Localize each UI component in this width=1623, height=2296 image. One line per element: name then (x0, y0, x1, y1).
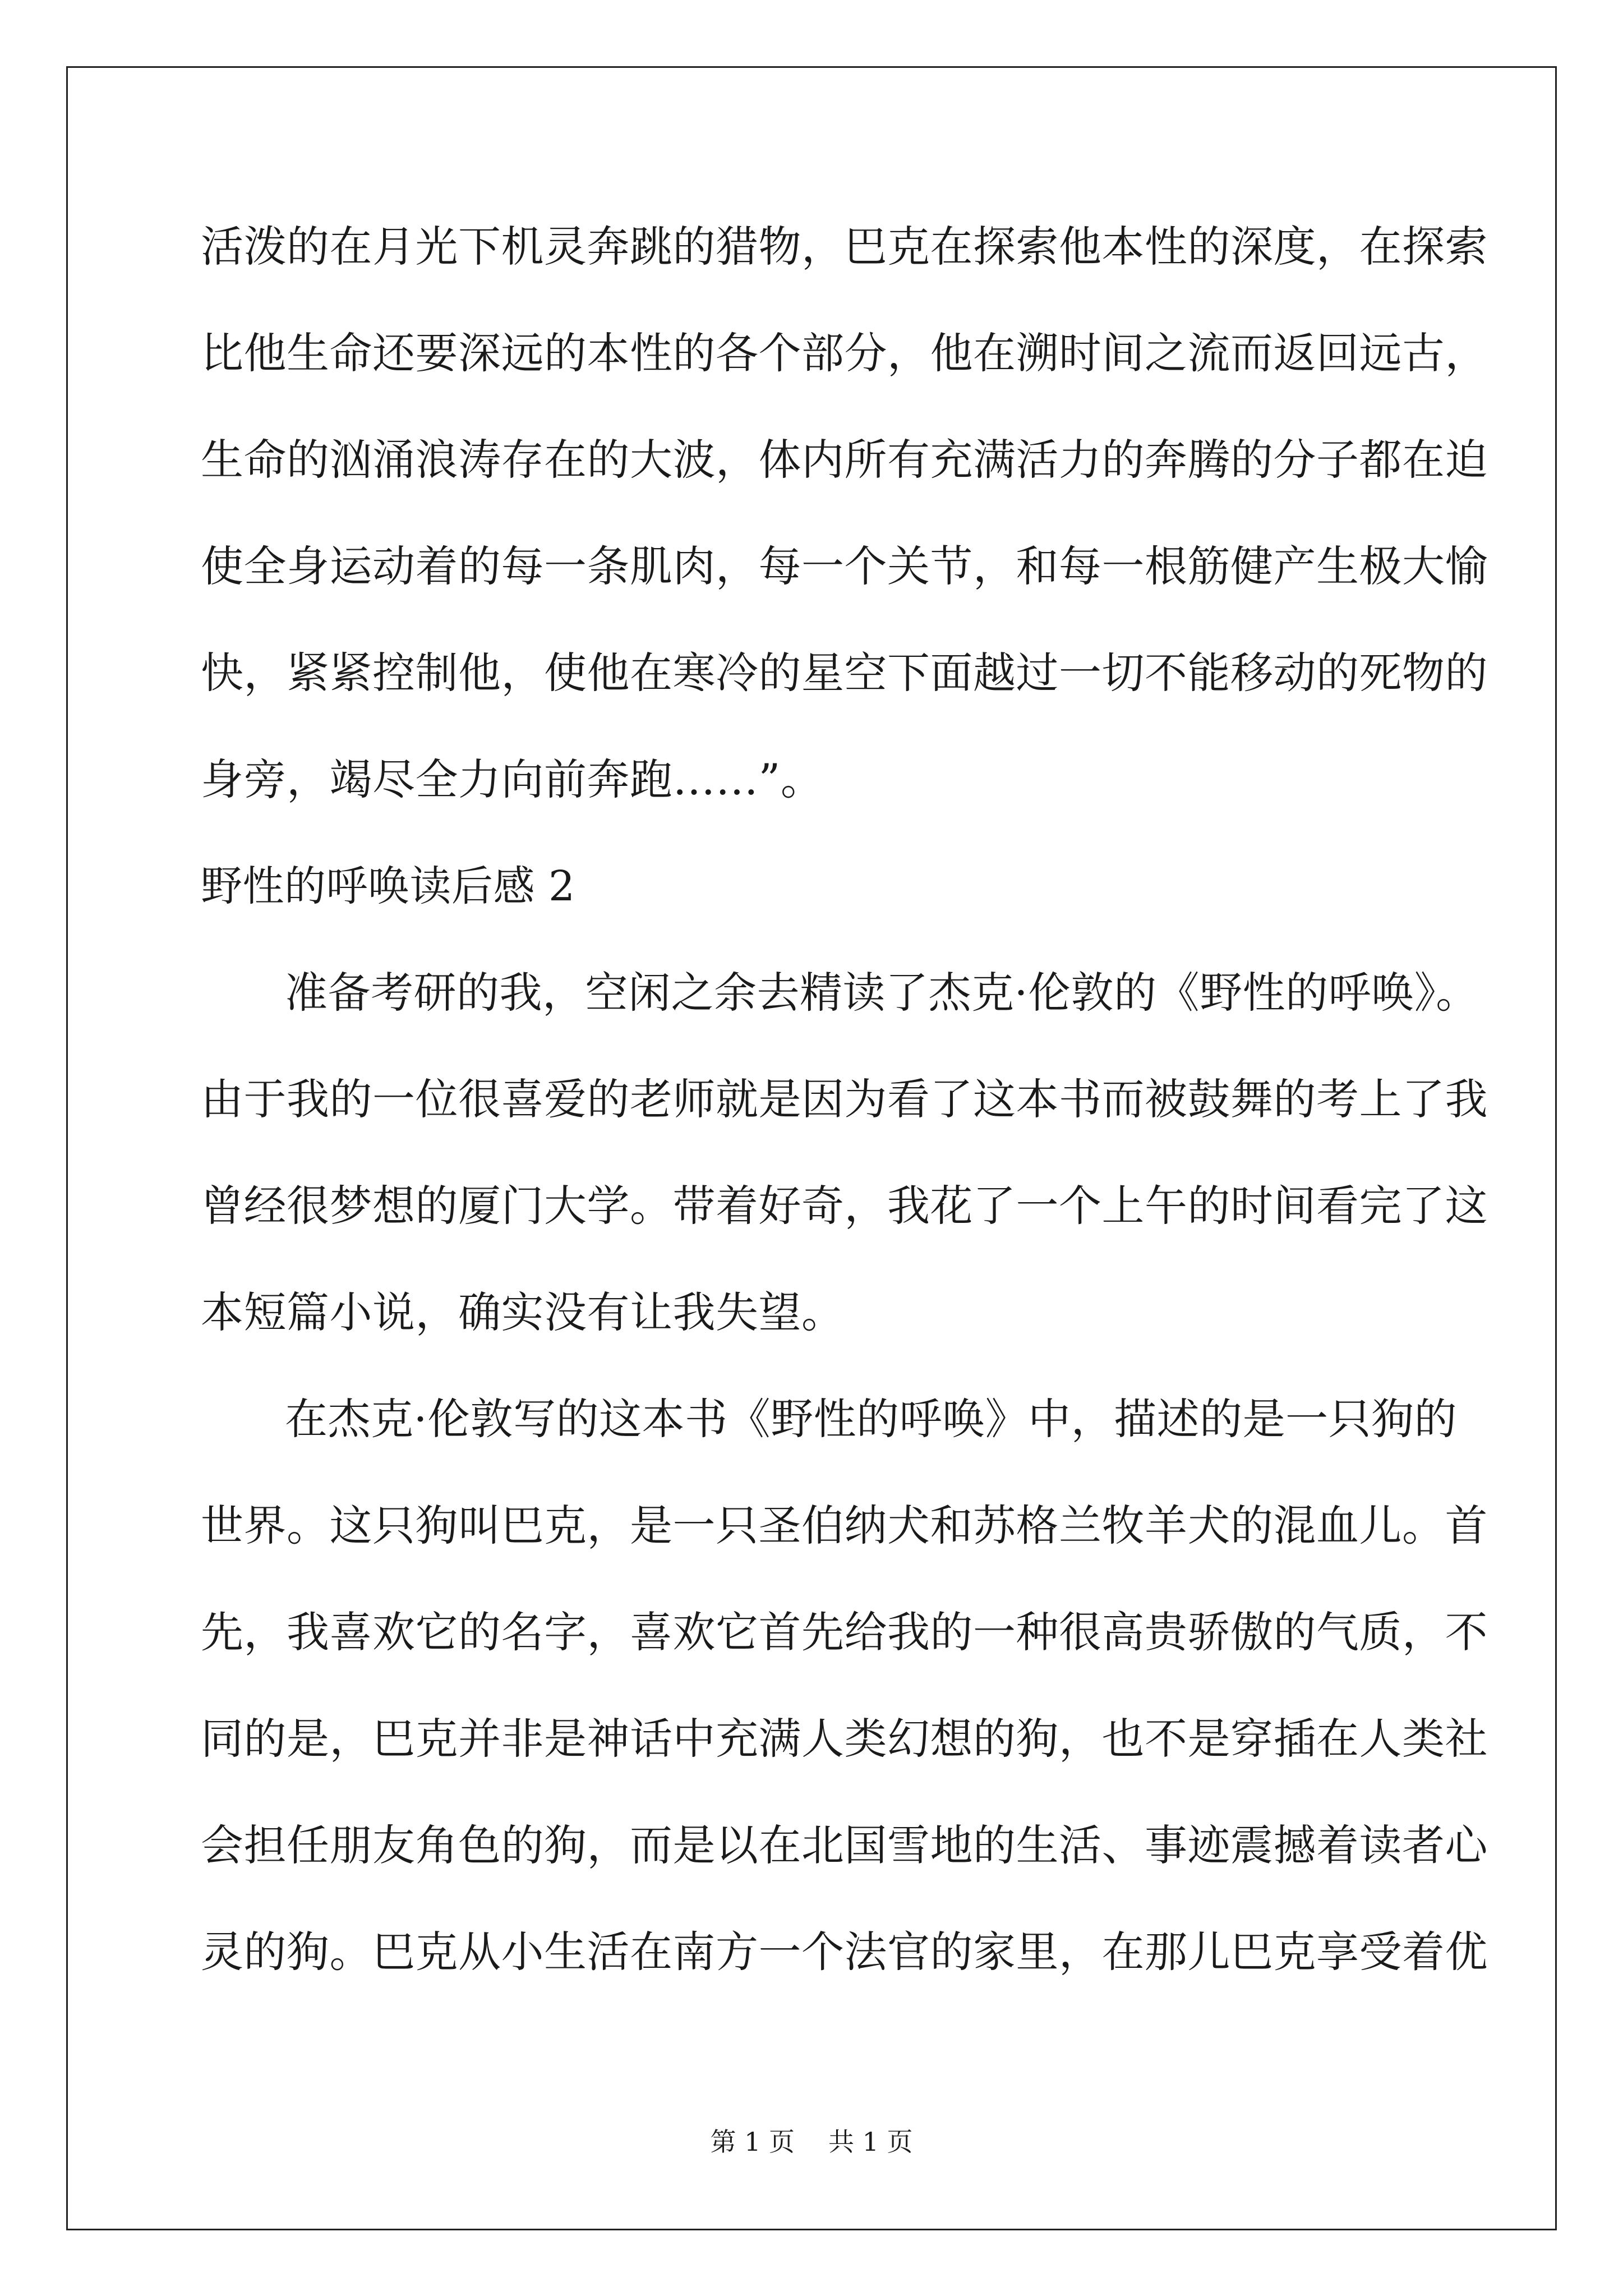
body-line: 活泼的在月光下机灵奔跳的猎物，巴克在探索他本性的深度，在探索 (201, 222, 1488, 272)
page-number: 第 1 页 (710, 2127, 795, 2157)
paragraph-first-line: 准备考研的我，空闲之余去精读了杰克·伦敦的《野性的呼唤》。 (285, 968, 1479, 1018)
body-line: 比他生命还要深远的本性的各个部分，他在溯时间之流而返回远古， (201, 328, 1488, 378)
body-line: 本短篇小说，确实没有让我失望。 (201, 1287, 845, 1337)
body-line: 先，我喜欢它的名字，喜欢它首先给我的一种很高贵骄傲的气质，不 (201, 1607, 1488, 1657)
page-total: 共 1 页 (828, 2127, 913, 2157)
body-line: 会担任朋友角色的狗，而是以在北国雪地的生活、事迹震撼着读者心 (201, 1820, 1488, 1870)
body-line: 同的是，巴克并非是神话中充满人类幻想的狗，也不是穿插在人类社 (201, 1714, 1488, 1764)
body-line: 使全身运动着的每一条肌肉，每一个关节，和每一根筋健产生极大愉 (201, 541, 1488, 591)
body-line: 灵的狗。巴克从小生活在南方一个法官的家里，在那儿巴克享受着优 (201, 1927, 1488, 1977)
body-line: 曾经很梦想的厦门大学。带着好奇，我花了一个上午的时间看完了这 (201, 1181, 1488, 1231)
body-line: 生命的汹涌浪涛存在的大波，体内所有充满活力的奔腾的分子都在迫 (201, 435, 1488, 485)
paragraph-first-line: 在杰克·伦敦写的这本书《野性的呼唤》中，描述的是一只狗的 (285, 1394, 1458, 1444)
body-line: 世界。这只狗叫巴克，是一只圣伯纳犬和苏格兰牧羊犬的混血儿。首 (201, 1501, 1488, 1550)
page-footer (0, 2125, 1623, 2159)
document-body (201, 220, 1488, 2032)
section-heading: 野性的呼唤读后感 2 (201, 862, 575, 910)
body-line: 快，紧紧控制他，使他在寒冷的星空下面越过一切不能移动的死物的 (201, 648, 1488, 698)
body-line: 由于我的一位很喜爱的老师就是因为看了这本书而被鼓舞的考上了我 (201, 1074, 1488, 1124)
body-line: 身旁，竭尽全力向前奔跑……”。 (201, 754, 824, 804)
